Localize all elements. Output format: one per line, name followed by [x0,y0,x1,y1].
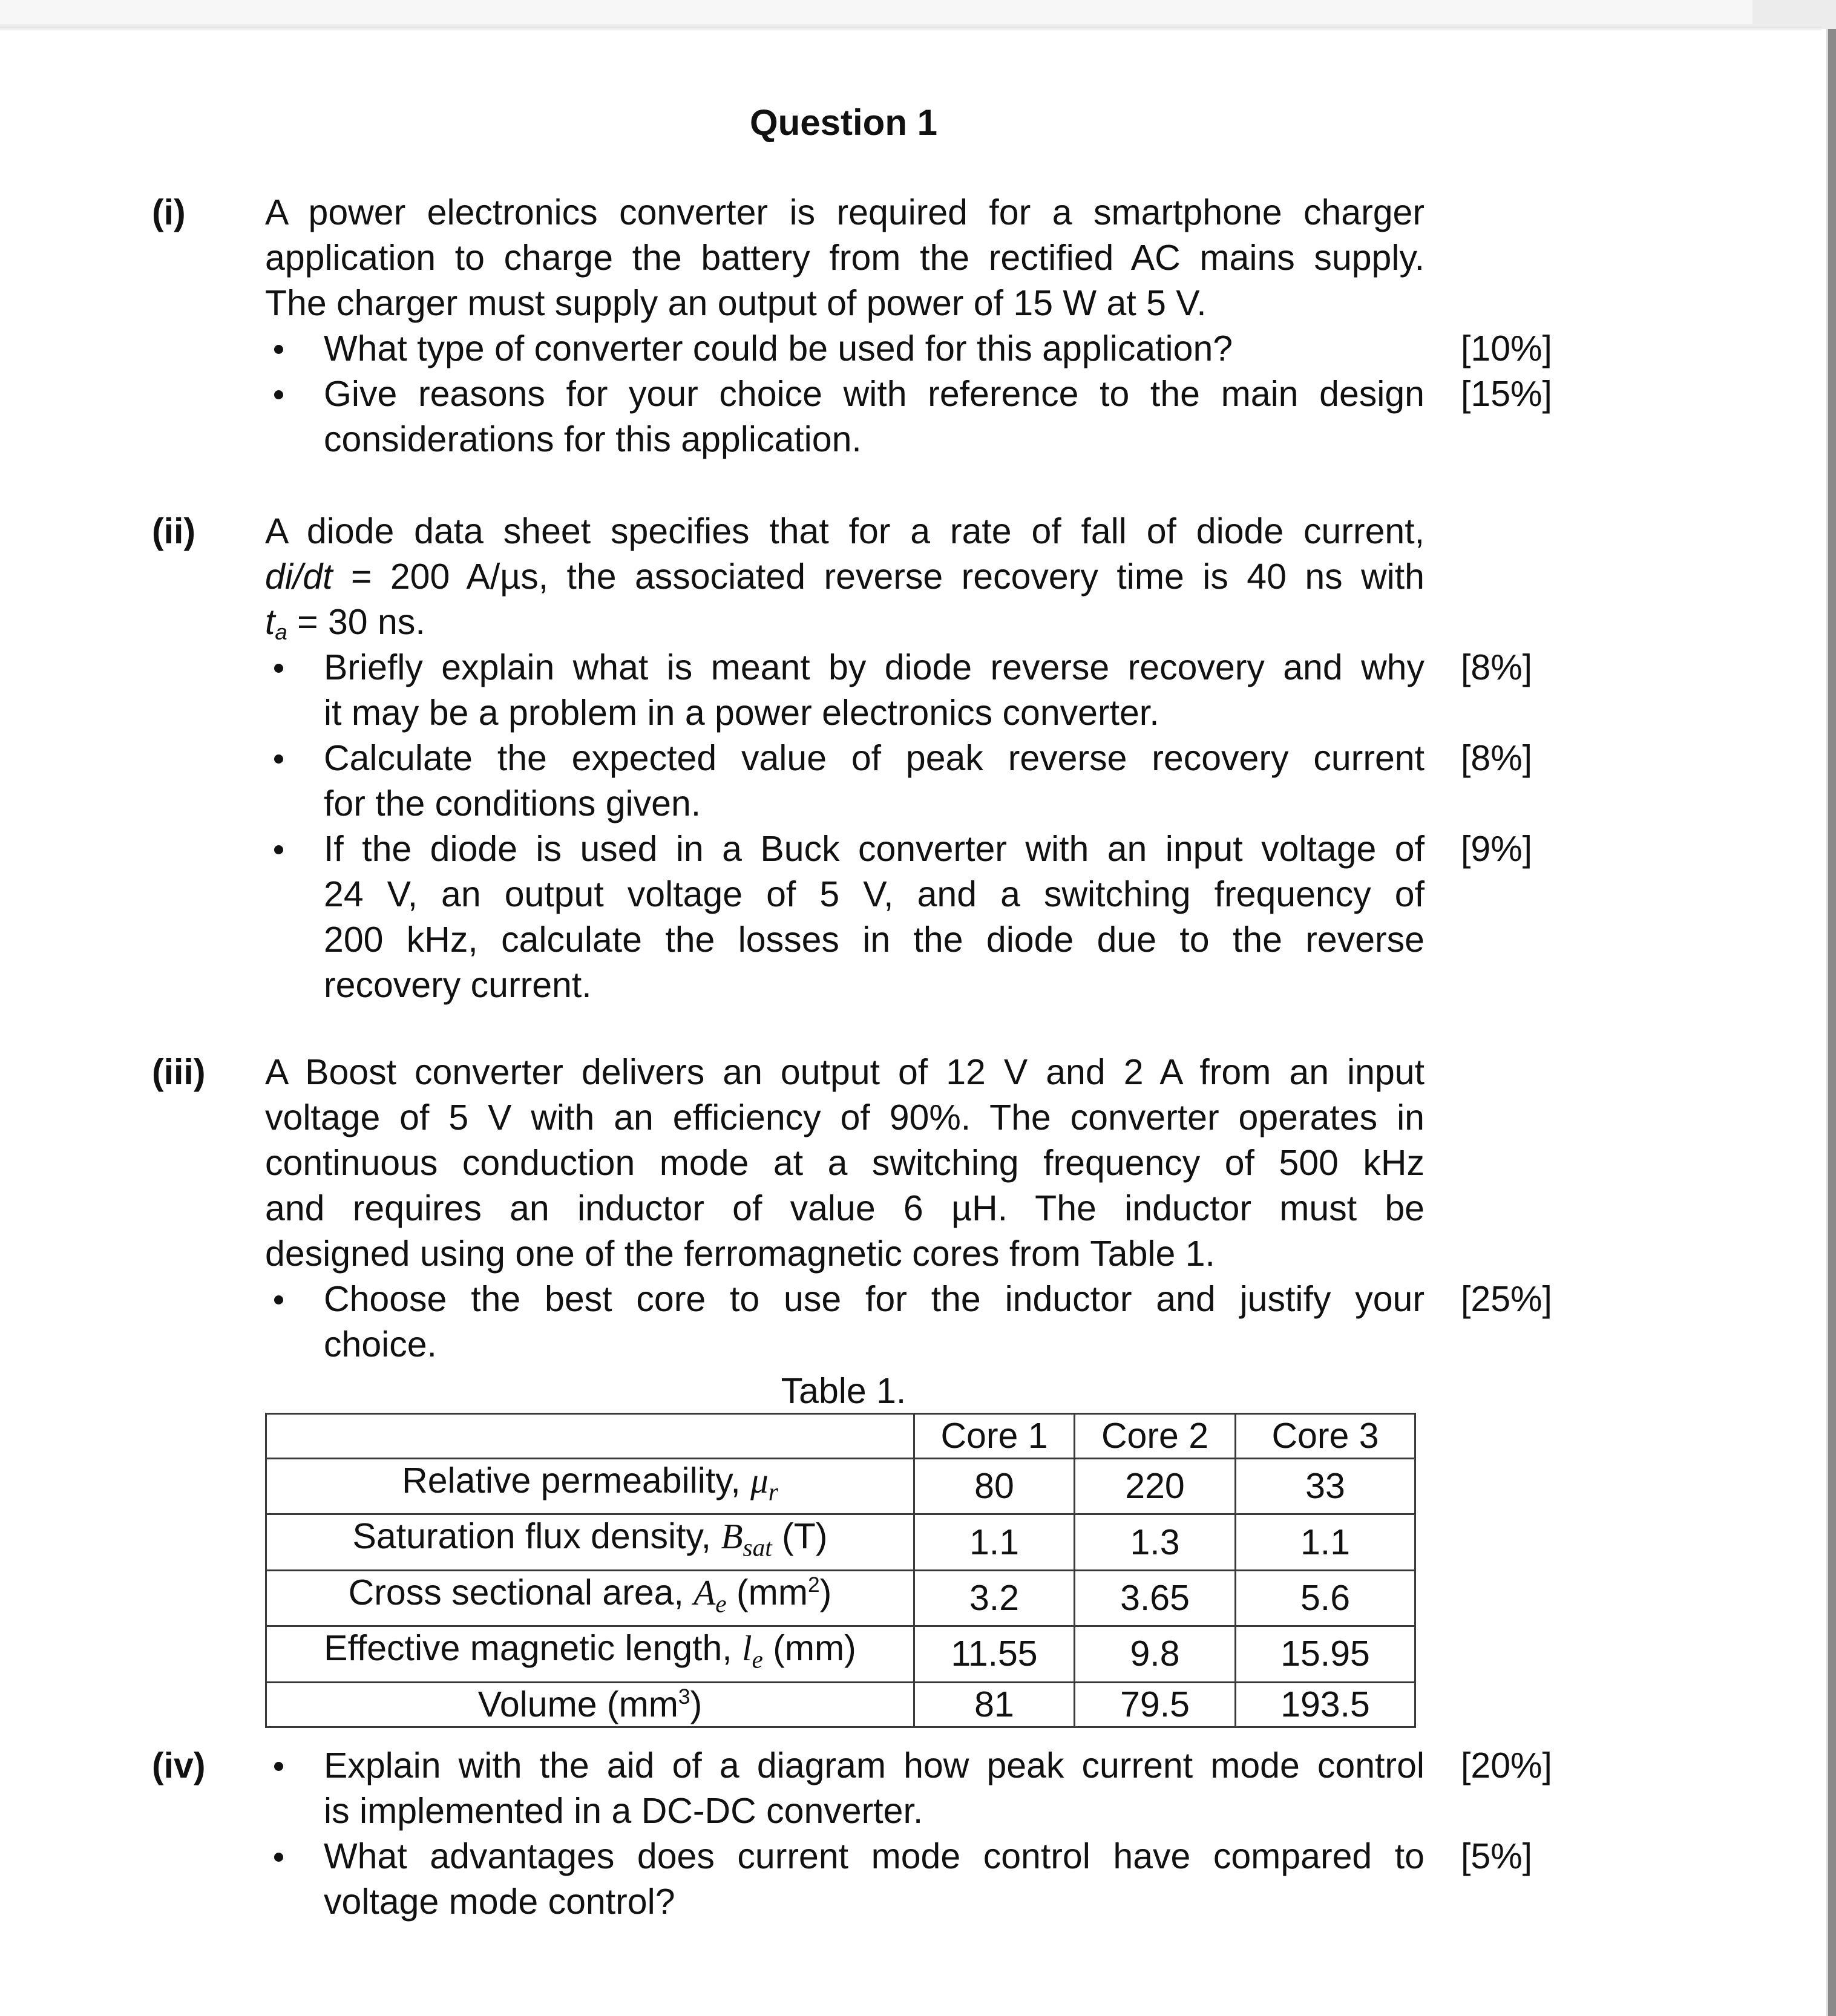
text-line [324,826,1425,872]
marks-weighting: [8%] [1461,738,1533,778]
core-value: 220 [1075,1459,1236,1514]
table-header-cell: Core 3 [1236,1414,1415,1459]
core-value: 11.55 [914,1626,1075,1682]
text-line [265,600,1425,645]
question-title: Question 1 [749,102,938,143]
text-line [324,417,1425,462]
part-ii [0,509,1815,1008]
part-label: (iii) [152,1052,206,1092]
core-value: 1.1 [1236,1514,1415,1570]
question-paragraph [265,1050,1425,1277]
marks-weighting: [25%] [1461,1279,1552,1319]
text-run: application to charge the battery from the rectified AC mains supply. [265,238,1425,278]
math-symbol: B [721,1516,743,1557]
core-value: 80 [914,1459,1075,1514]
table-row [266,1626,1415,1682]
text-run: Saturation flux density, [352,1516,721,1557]
text-line [324,326,1425,371]
marks-weighting: [8%] [1461,647,1533,687]
math-symbol: μ [750,1461,769,1501]
toolbar-shadow [0,27,1821,31]
math-subscript: e [752,1645,763,1674]
core-value: 5.6 [1236,1570,1415,1626]
text-line [324,963,1425,1008]
core-value: 33 [1236,1459,1415,1514]
bullet-icon [274,754,283,764]
superscript: 2 [807,1572,820,1597]
text-run: Cross sectional area, [348,1572,694,1612]
text-run: ) [819,1572,832,1612]
text-line [265,235,1425,281]
core-value: 193.5 [1236,1682,1415,1727]
text-run: A power electronics converter is required for a smartphone charger [265,192,1425,232]
text-run: voltage mode control? [324,1882,675,1922]
text-run: continuous conduction mode at a switching frequency of 500 kHz [265,1143,1425,1183]
math-subscript: sat [743,1533,772,1562]
bullet-icon [274,390,283,399]
toolbar-panel [0,0,1752,24]
text-line [265,1231,1425,1277]
marks-weighting: [10%] [1461,329,1552,368]
text-line [324,736,1425,781]
core-value: 1.1 [914,1514,1075,1570]
text-line [265,509,1425,554]
question-bullet [324,1834,1533,1925]
property-label [266,1570,914,1626]
text-run: recovery current. [324,965,592,1005]
core-value: 79.5 [1075,1682,1236,1727]
text-run: 200 kHz, calculate the losses in the diode due to the reverse [324,920,1425,960]
text-line [324,371,1425,417]
text-run: voltage of 5 V with an efficiency of 90%. The converter operates in [265,1098,1425,1137]
text-run: is implemented in a DC-DC converter. [324,1791,923,1831]
text-run: it may be a problem in a power electronics converter. [324,693,1159,733]
part-i [0,190,1815,462]
subscript: a [275,620,287,645]
text-run: A diode data sheet specifies that for a rate of fall of diode current, [265,511,1425,551]
bullet-icon [274,345,283,354]
core-value: 3.2 [914,1570,1075,1626]
table-row [266,1682,1415,1727]
property-label [266,1626,914,1682]
core-value: 15.95 [1236,1626,1415,1682]
text-line [265,1095,1425,1141]
text-run: Calculate the expected value of peak reverse recovery current [324,738,1425,778]
text-run: If the diode is used in a Buck converter with an input voltage of [324,829,1425,869]
text-line [265,1186,1425,1231]
question-bullet [324,736,1533,826]
question-paragraph [265,509,1425,645]
math-symbol: A [693,1572,716,1612]
text-run: ) [690,1684,703,1724]
text-line [324,645,1425,690]
math-subscript: e [715,1589,727,1618]
table-row [266,1570,1415,1626]
part-label: (ii) [152,511,196,551]
math-symbol: l [742,1628,752,1669]
table-header-row [266,1414,1415,1459]
table-row [266,1514,1415,1570]
viewer-toolbar [0,0,1836,29]
question-bullet [324,371,1552,462]
text-run: designed using one of the ferromagnetic cores from Table 1. [265,1234,1215,1274]
question-bullet [324,826,1533,1008]
text-line [324,1322,1425,1367]
bullet-icon [274,1762,283,1771]
part-iii [0,1050,1815,1367]
text-line [265,1050,1425,1095]
text-line [324,1277,1425,1322]
property-label [266,1514,914,1570]
text-line [324,1834,1425,1879]
math-subscript: r [768,1478,778,1506]
text-line [324,1743,1425,1789]
core-properties-table [265,1413,1416,1728]
text-run: for the conditions given. [324,784,701,823]
question-bullet [324,1277,1552,1367]
table-caption: Table 1. [781,1371,907,1411]
part-iv [0,1743,1815,1925]
text-run: Volume (mm [477,1684,678,1724]
superscript: 3 [678,1684,690,1709]
marks-weighting: [5%] [1461,1836,1533,1876]
text-line [265,1141,1425,1186]
text-run: Explain with the aid of a diagram how peak current mode control [324,1746,1425,1785]
scrollbar-thumb[interactable] [1828,29,1836,2016]
vertical-scrollbar[interactable] [1826,29,1836,2016]
bullet-icon [274,845,283,854]
text-run: What type of converter could be used for this application? [324,329,1233,368]
text-run: Effective magnetic length, [324,1628,743,1669]
question-bullet [324,326,1552,371]
core-value: 3.65 [1075,1570,1236,1626]
core-value: 1.3 [1075,1514,1236,1570]
text-line [265,281,1425,326]
part-label: (iv) [152,1746,206,1785]
text-run: Give reasons for your choice with reference to the main design [324,374,1425,414]
text-run: = 30 ns. [287,602,425,642]
text-run: (T) [772,1516,828,1557]
text-run: 24 V, an output voltage of 5 V, and a switching frequency of [324,874,1425,914]
text-line [324,1789,1425,1834]
text-line [324,872,1425,917]
property-label [266,1682,914,1727]
text-run: considerations for this application. [324,419,862,459]
part-label: (i) [152,192,186,232]
marks-weighting: [20%] [1461,1746,1552,1785]
italic-symbol: t [265,602,275,642]
text-line [324,917,1425,963]
table-row [266,1459,1415,1514]
text-run: = 200 A/µs, the associated reverse recovery time is 40 ns with [332,557,1425,597]
text-run: What advantages does current mode control have compared to [324,1836,1425,1876]
text-run: Choose the best core to use for the inductor and justify your [324,1279,1425,1319]
text-run: and requires an inductor of value 6 µH. The inductor must be [265,1188,1425,1228]
text-line [324,690,1425,736]
text-run: Relative permeability, [402,1461,751,1501]
text-line [265,554,1425,600]
text-run: A Boost converter delivers an output of 12 V and 2 A from an input [265,1052,1425,1092]
text-line [324,781,1425,826]
text-run: The charger must supply an output of power of 15 W at 5 V. [265,283,1207,323]
question-bullet [324,645,1533,736]
italic-symbol: di/dt [265,557,333,597]
core-value: 9.8 [1075,1626,1236,1682]
table-header-cell: Core 1 [914,1414,1075,1459]
table-header-cell: Core 2 [1075,1414,1236,1459]
marks-weighting: [15%] [1461,374,1552,414]
marks-weighting: [9%] [1461,829,1533,869]
bullet-icon [274,664,283,673]
text-line [324,1879,1425,1925]
property-label [266,1459,914,1514]
table-header-cell [266,1414,914,1459]
text-run: Briefly explain what is meant by diode reverse recovery and why [324,647,1425,687]
core-value: 81 [914,1682,1075,1727]
bullet-icon [274,1853,283,1862]
text-run: (mm) [762,1628,856,1669]
question-paragraph [265,190,1425,326]
bullet-icon [274,1295,283,1304]
text-line [265,190,1425,235]
text-run: choice. [324,1324,437,1364]
question-bullet [324,1743,1552,1834]
text-run: (mm [726,1572,808,1612]
